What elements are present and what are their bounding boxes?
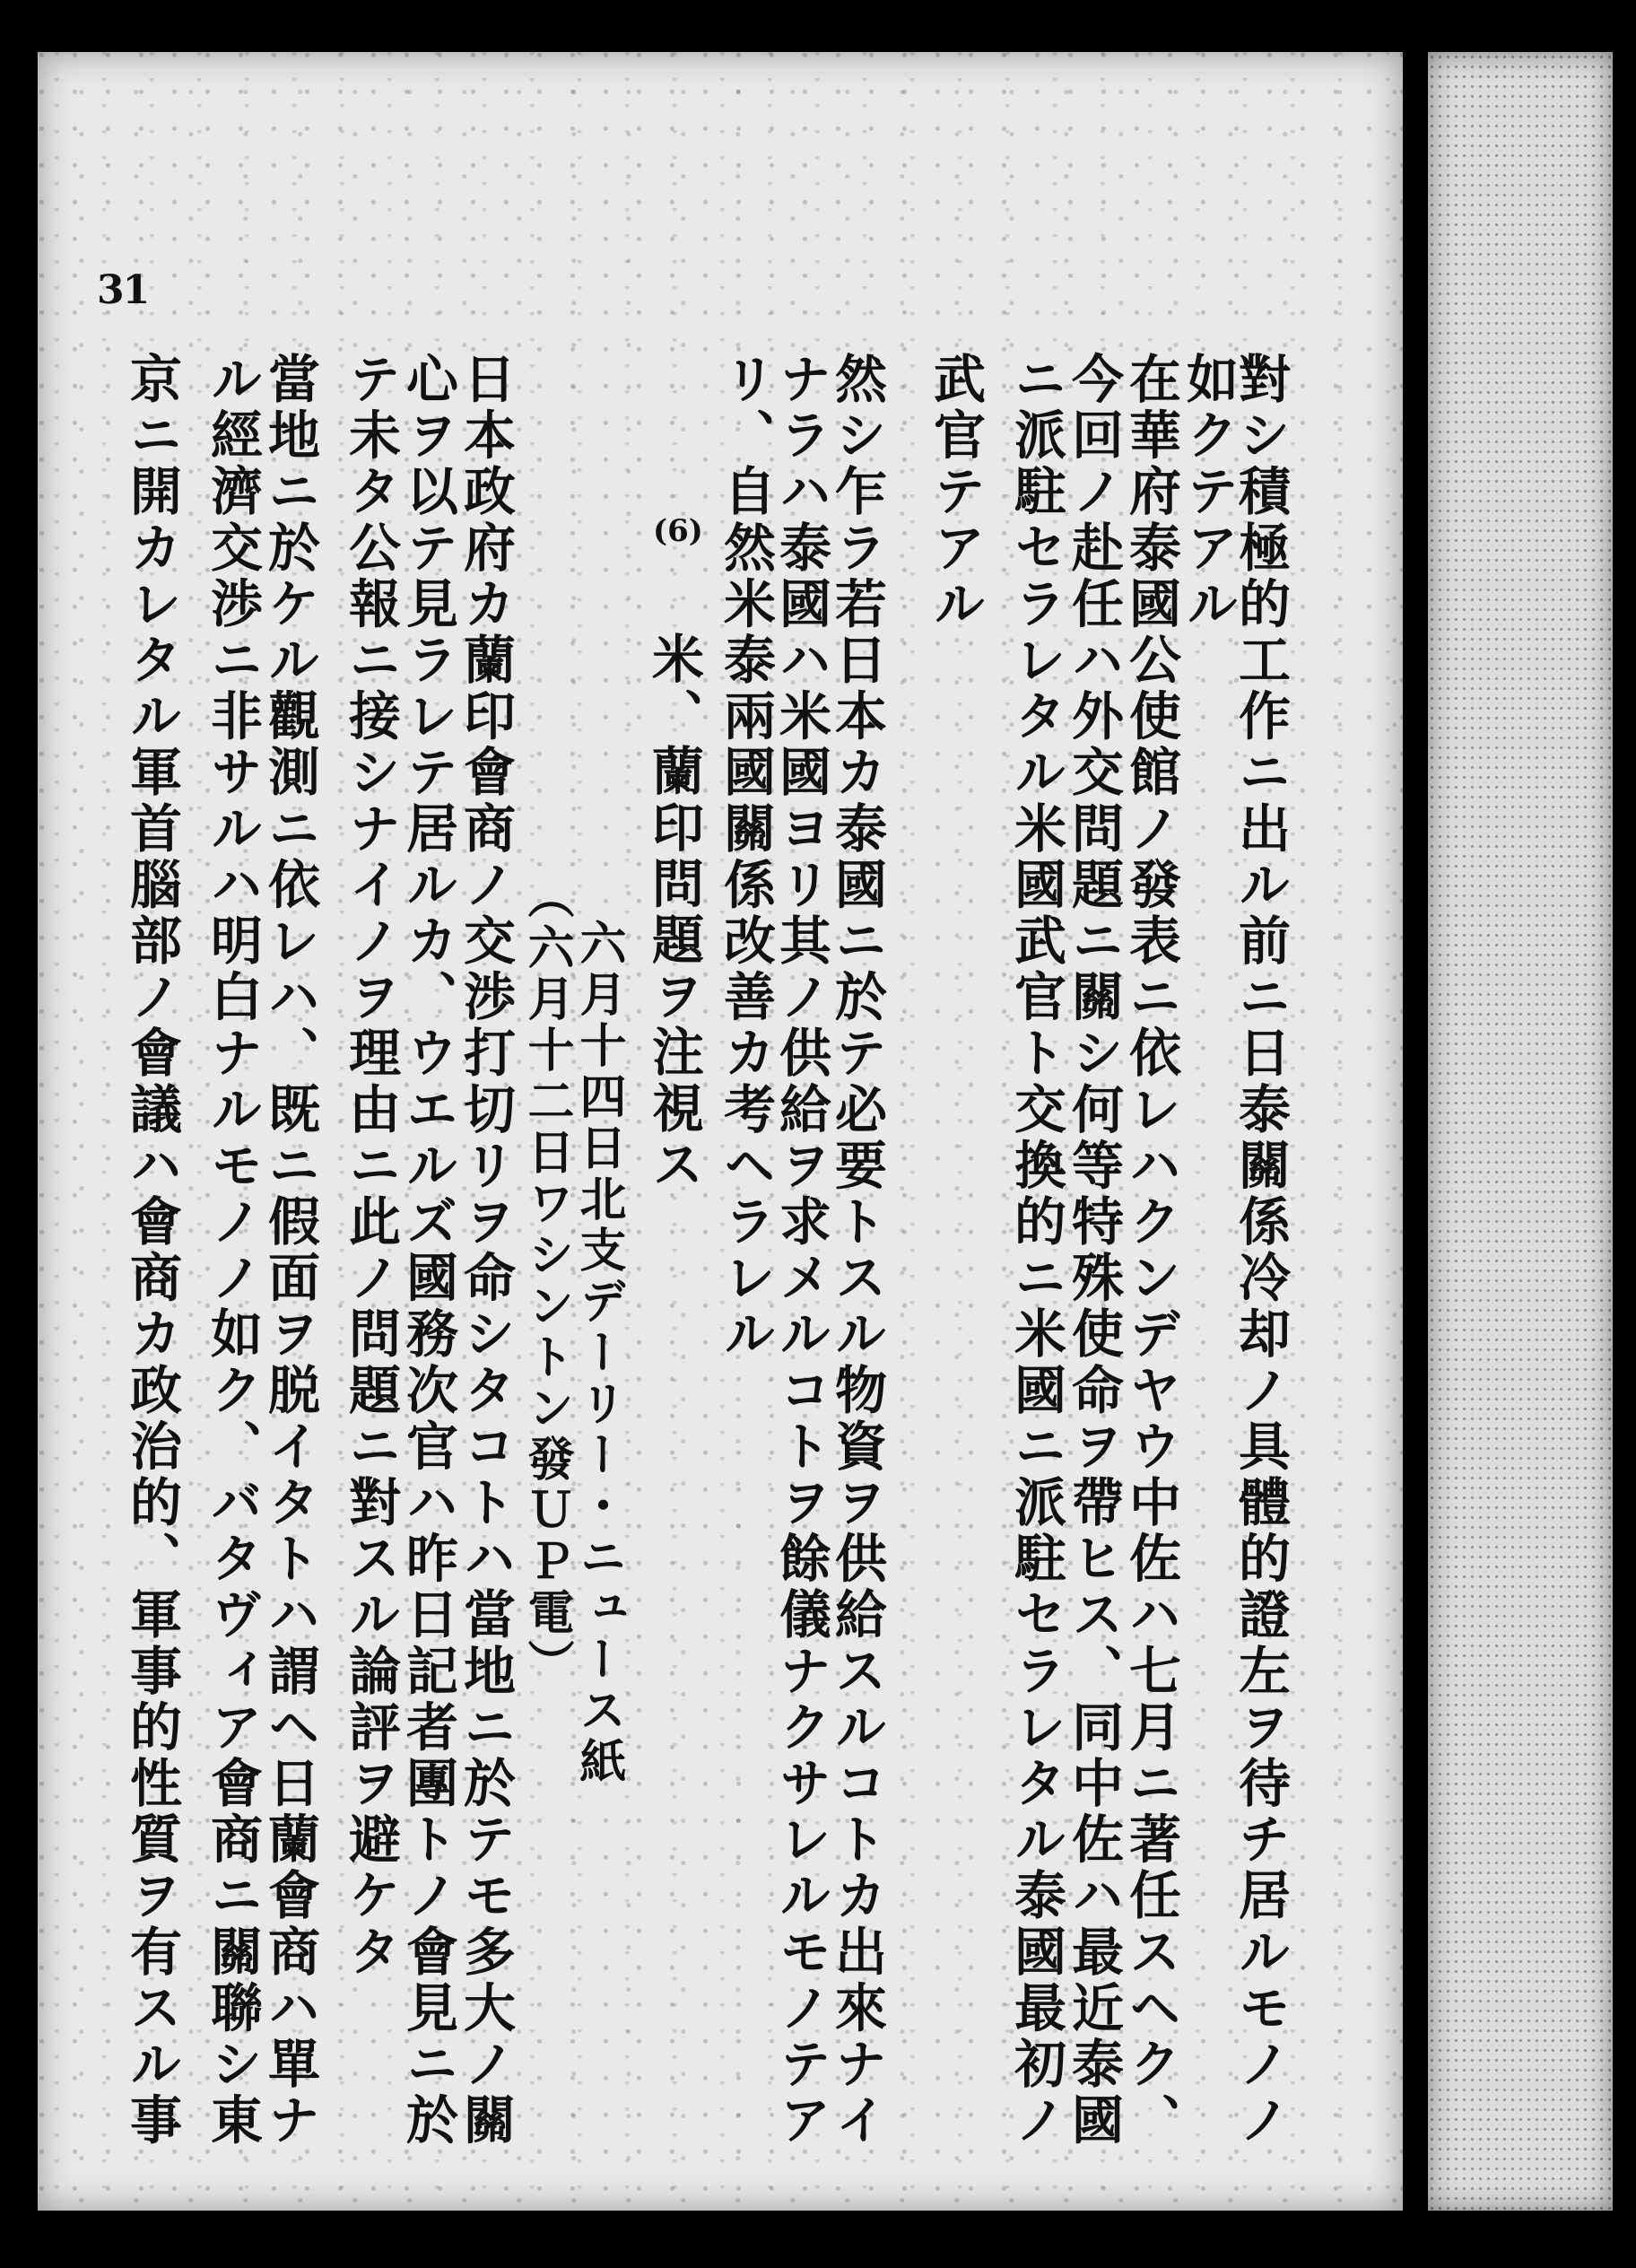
dateline-source: （六月十二日ワシントン發ＵＰ電）	[519, 872, 574, 1690]
text-column-1: 對シ積極的工作ニ出ル前ニ日泰關係冷却ノ具體的證左ヲ待チ居ルモノノ	[1230, 352, 1291, 2150]
text-column-13: 日本政府カ蘭印會商ノ交渉打切リヲ命シタコトハ當地ニ於テモ多大ノ關	[455, 352, 516, 2150]
section-marker: (6)	[653, 513, 703, 549]
adjacent-page-edge	[1428, 52, 1613, 2211]
text-column-6: 武官テアル	[925, 352, 986, 632]
text-column-2: 如クテアル	[1178, 352, 1239, 632]
dateline: 六月十四日北支デーリー・ニュース紙	[571, 919, 626, 1788]
section-heading: 米、蘭印問題ヲ注視ス	[643, 632, 704, 1193]
text-column-17: ル經濟交渉ニ非サルハ明白ナルモノノ如ク、バタヴィア會商ニ關聯シ東	[202, 352, 263, 2150]
text-column-15: テ未タ公報ニ接シナイノヲ理由ニ此ノ問題ニ對スル論評ヲ避ケタ	[340, 352, 401, 1981]
text-column-18: 京ニ開カレタル軍首腦部ノ會議ハ會商カ政治的、軍事的性質ヲ有スル事	[121, 352, 182, 2150]
text-column-7: 然シ乍ラ若日本カ泰國ニ於テ必要トスル物資ヲ供給スルコトカ出來ナイ	[826, 352, 887, 2150]
text-column-16: 當地ニ於ケル觀測ニ依レハ、既ニ假面ヲ脱イタトハ謂ヘ日蘭會商ハ單ナ	[259, 352, 320, 2150]
text-column-14: 心ヲ以テ見ラレテ居ルカ、ウエルズ國務次官ハ昨日記者團トノ會見ニ於	[397, 352, 458, 2150]
text-column-5: ニ派駐セラレタル米國武官ト交換的ニ米國ニ派駐セラレタル泰國最初ノ	[1005, 352, 1066, 2150]
page-number: 31	[97, 267, 149, 313]
text-column-9: リ、自然米泰兩國關係改善カ考ヘラレル	[715, 352, 776, 1363]
page-gutter	[1403, 52, 1428, 2211]
text-column-4: 今回ノ赴任ハ外交問題ニ關シ何等特殊使命ヲ帶ヒス、同中佐ハ最近泰國	[1063, 352, 1124, 2150]
text-column-8: ナラハ泰國ハ米國ヨリ其ノ供給ヲ求メルコトヲ餘儀ナクサレルモノテア	[770, 352, 831, 2150]
text-column-3: 在華府泰國公使館ノ發表ニ依レハクンデヤウ中佐ハ七月ニ著任スヘク、	[1120, 352, 1181, 2150]
